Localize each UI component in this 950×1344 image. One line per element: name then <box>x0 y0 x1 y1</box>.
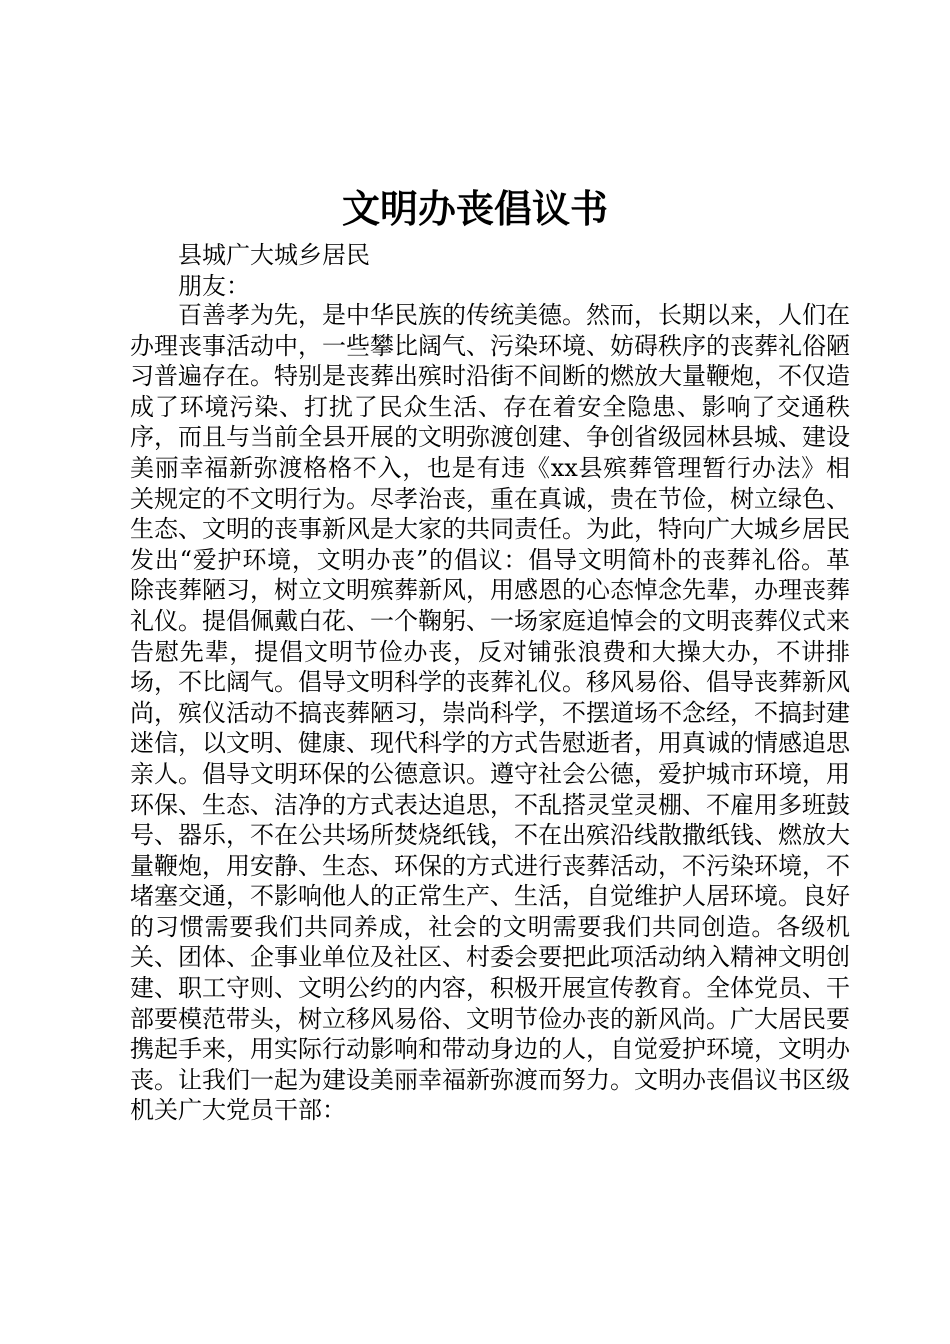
document-title: 文明办丧倡议书 <box>341 186 608 231</box>
body-paragraph: 百善孝为先，是中华民族的传统美德。然而，长期以来，人们在办理丧事活动中，一些攀比阔气、污染环境、妨碍秩序的丧葬礼俗陋习普遍存在。特别是丧葬出殡时沿街不间断的燃放大量鞭炮，不仅造成了环境污染、打扰了民众生活、存在着安全隐患、影响了交通秩序，而且与当前全县开展的文明弥渡创建、争创省级园林县城、建设美丽幸福新弥渡格格不入，也是有违《xx县殡葬管理暂行办法》相关规定的不文明行为。尽孝治丧，重在真诚，贵在节俭，树立绿色、生态、文明的丧事新风是大家的共同责任。为此，特向广大城乡居民发出“爱护环境，文明办丧”的倡议：倡导文明简朴的丧葬礼俗。革除丧葬陋习，树立文明殡葬新风，用感恩的心态悼念先辈，办理丧葬礼仪。提倡佩戴白花、一个鞠躬、一场家庭追悼会的文明丧葬仪式来告慰先辈，提倡文明节俭办丧，反对铺张浪费和大操大办，不讲排场，不比阔气。倡导文明科学的丧葬礼仪。移风易俗、倡导丧葬新风尚，殡仪活动不搞丧葬陋习，崇尚科学，不摆道场不念经，不搞封建迷信，以文明、健康、现代科学的方式告慰逝者，用真诚的情感追思亲人。倡导文明环保的公德意识。遵守社会公德，爱护城市环境，用环保、生态、洁净的方式表达追思，不乱搭灵堂灵棚、不雇用多班鼓号、器乐，不在公共场所焚烧纸钱，不在出殡沿线散撒纸钱、燃放大量鞭炮，用安静、生态、环保的方式进行丧葬活动，不污染环境，不堵塞交通，不影响他人的正常生产、生活，自觉维护人居环境。良好的习惯需要我们共同养成，社会的文明需要我们共同创造。各级机关、团体、企事业单位及社区、村委会要把此项活动纳入精神文明创建、职工守则、文明公约的内容，积极开展宣传教育。全体党员、干部要模范带头，树立移风易俗、文明节俭办丧的新风尚。广大居民要携起手来，用实际行动影响和带动身边的人，自觉爱护环境，文明办丧。让我们一起为建设美丽幸福新弥渡而努力。文明办丧倡议书区级机关广大党员干部： <box>130 301 850 1125</box>
salutation-line-2: 朋友： <box>178 272 250 300</box>
salutation-line-1: 县城广大城乡居民 <box>178 241 370 269</box>
